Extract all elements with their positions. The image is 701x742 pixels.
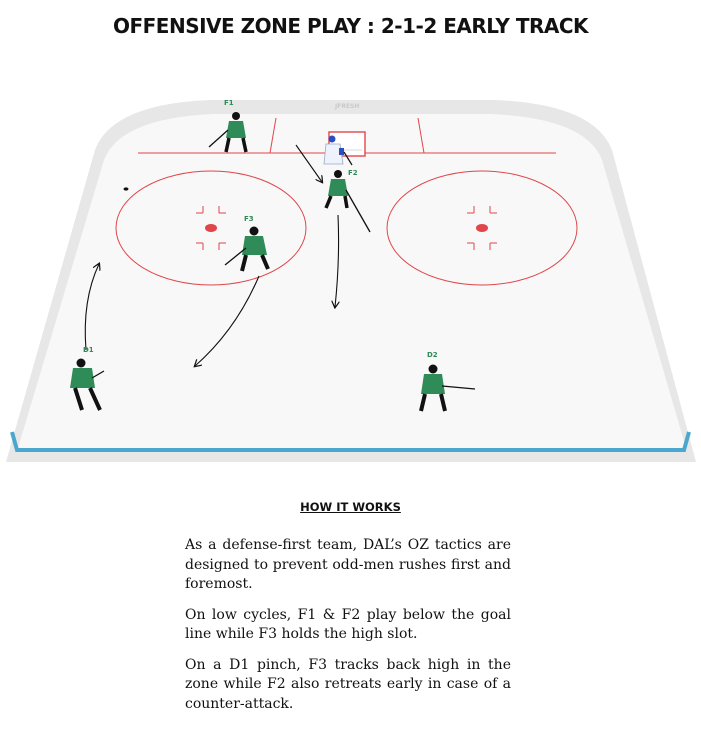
page-title: OFFENSIVE ZONE PLAY : 2-1-2 EARLY TRACK bbox=[112, 14, 589, 38]
player-d1-label: D1 bbox=[83, 346, 94, 354]
watermark: JFRESH bbox=[335, 103, 360, 110]
player-d2-label: D2 bbox=[427, 351, 438, 359]
how-it-works-paragraph: On a D1 pinch, F3 tracks back high in the zone while F2 also retreats early in case of a counter-attack. bbox=[185, 656, 511, 712]
player-f1-label: F1 bbox=[224, 99, 234, 107]
how-it-works-paragraph: On low cycles, F1 & F2 play below the goal line while F3 holds the high slot. bbox=[185, 606, 511, 642]
player-f3-label: F3 bbox=[244, 215, 254, 223]
how-it-works-paragraph: As a defense-first team, DAL’s OZ tactics are designed to prevent odd-men rushes first and foremost. bbox=[185, 537, 511, 592]
player-f2-label: F2 bbox=[348, 169, 358, 177]
puck bbox=[124, 187, 129, 190]
how-it-works-body bbox=[185, 536, 511, 725]
how-it-works-heading: HOW IT WORKS bbox=[300, 500, 401, 514]
